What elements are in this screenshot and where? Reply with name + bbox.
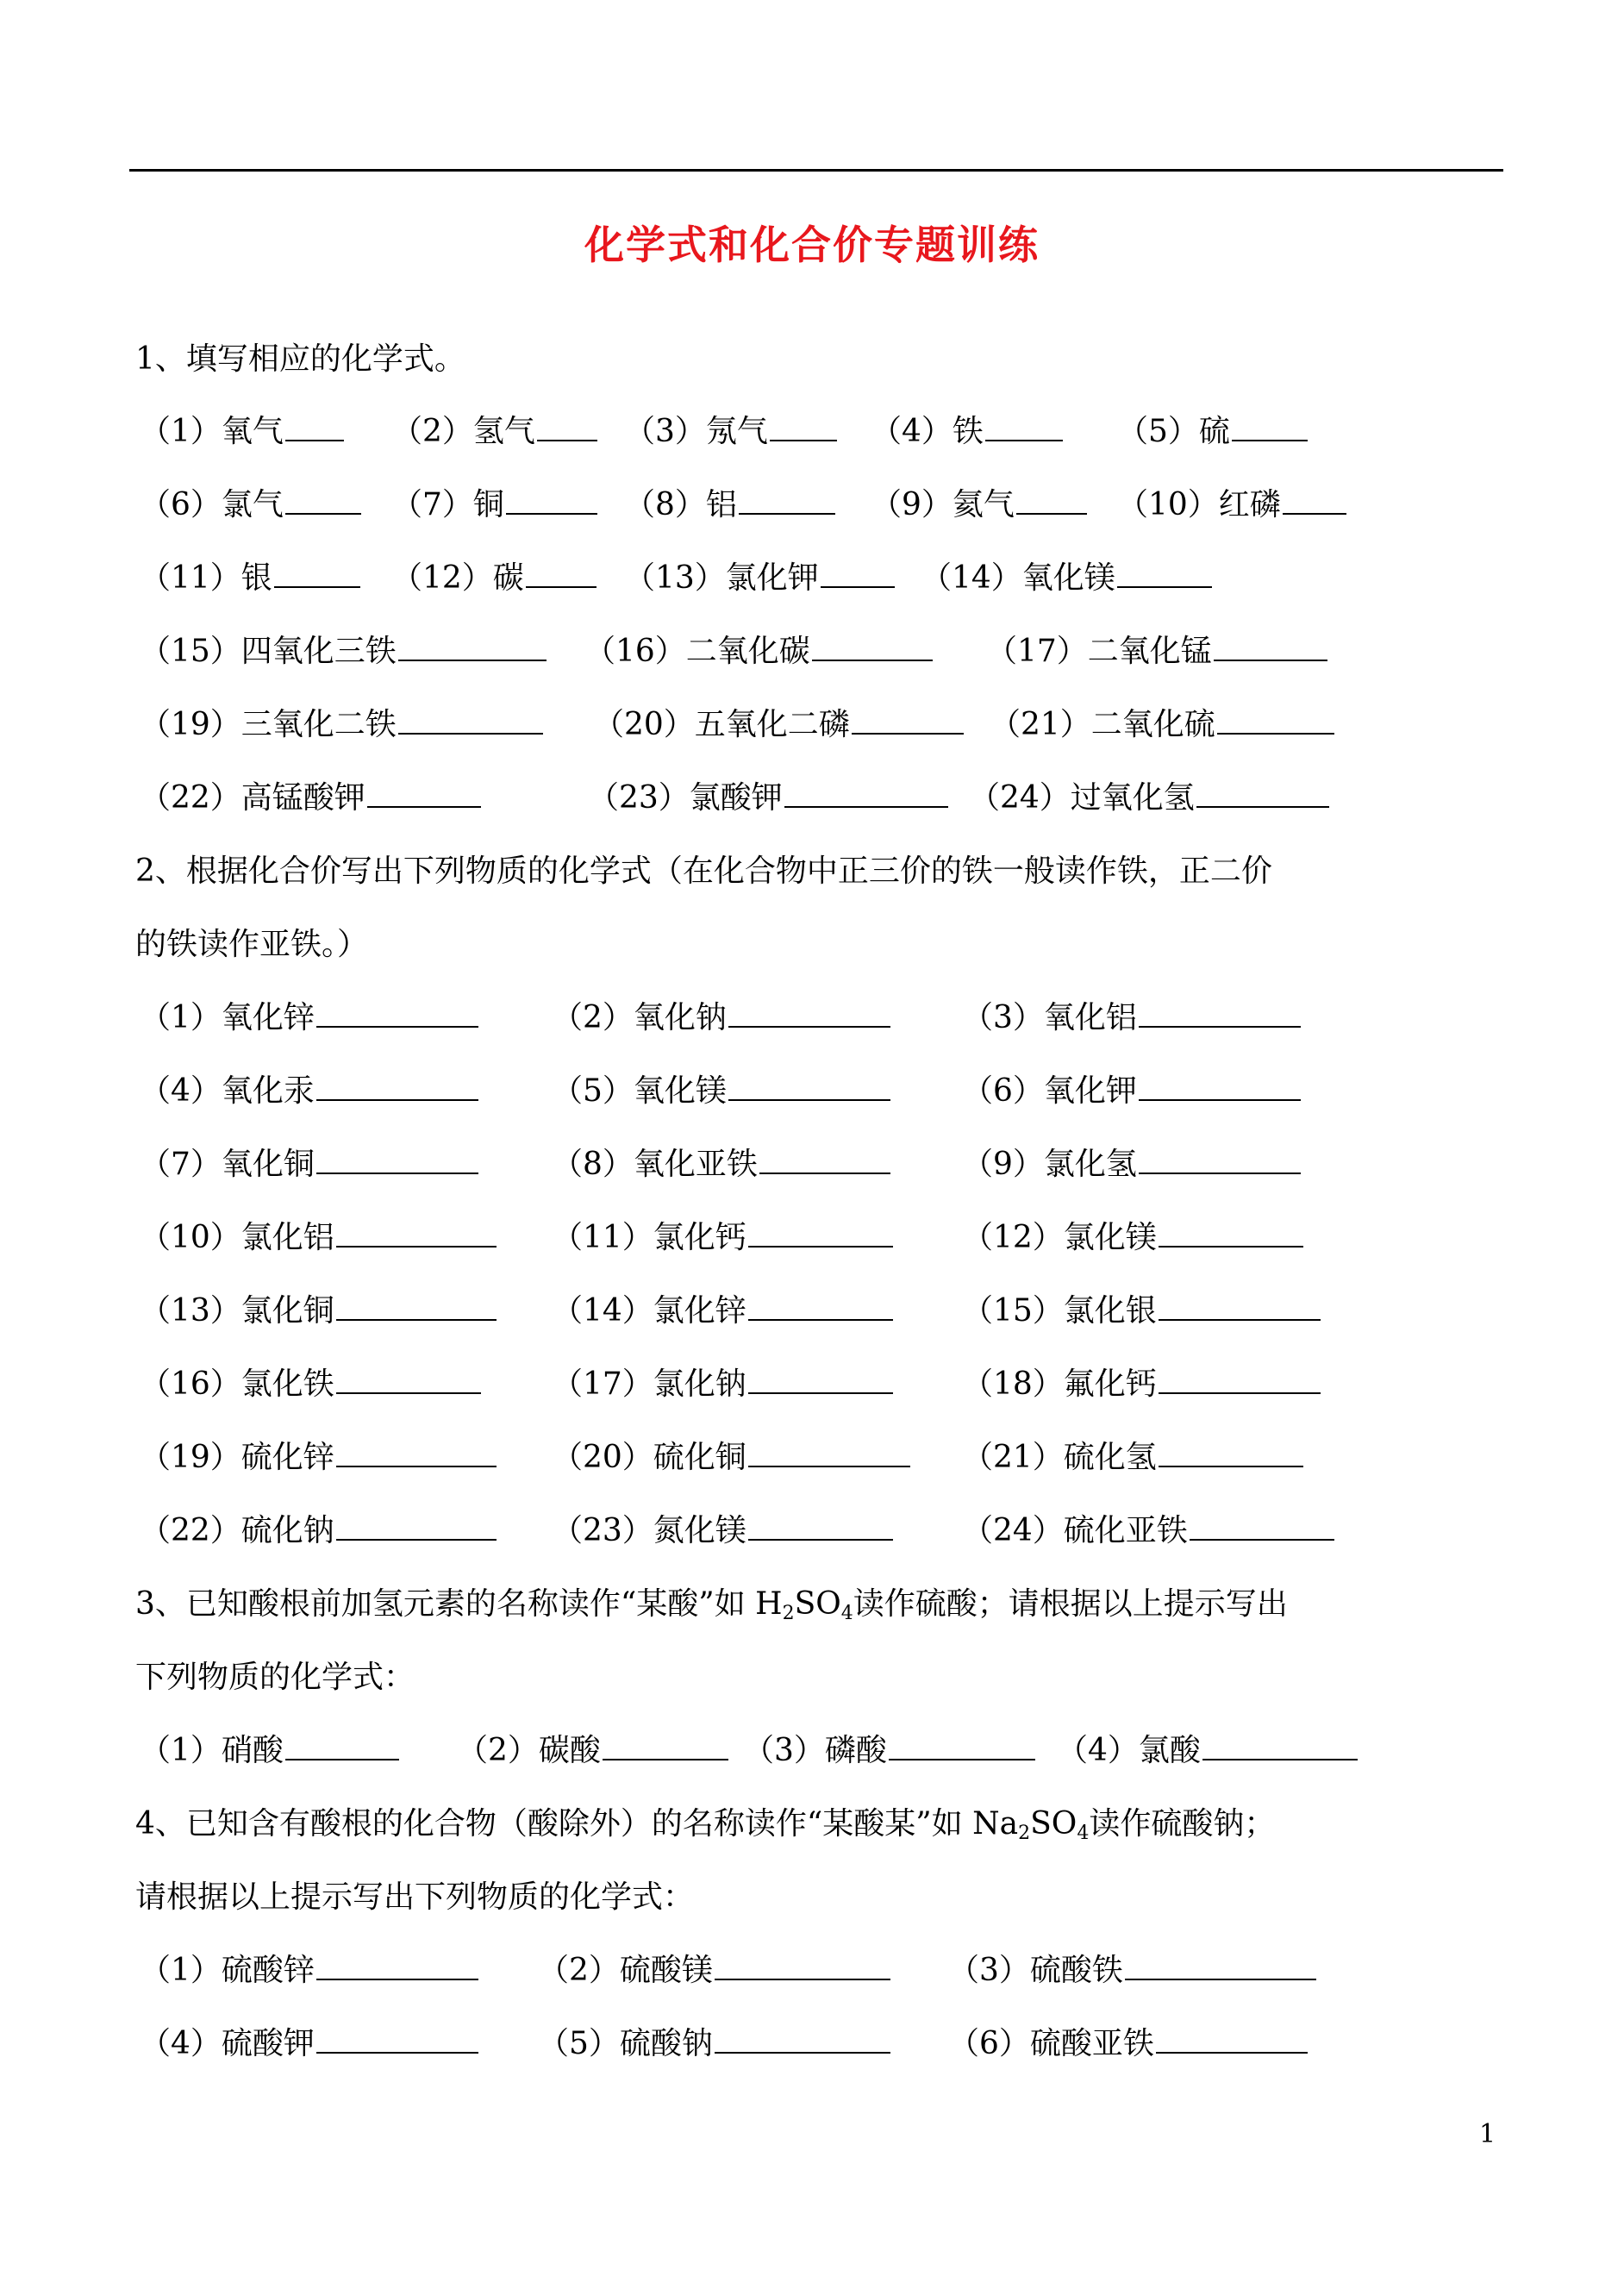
answer-blank[interactable] <box>715 2023 890 2054</box>
q3-item: （3）磷酸 <box>743 1726 1035 1770</box>
q4-item: （1）硫酸锌 <box>140 1946 478 1990</box>
q2-item: （17）氯化钠 <box>552 1360 893 1404</box>
q1-item: （8）铝 <box>624 480 835 524</box>
answer-blank[interactable] <box>398 630 547 661</box>
answer-blank[interactable] <box>336 1290 497 1321</box>
q4-item: （4）硫酸钾 <box>140 2019 478 2063</box>
answer-blank[interactable] <box>1117 557 1212 588</box>
answer-blank[interactable] <box>274 557 360 588</box>
q2-heading-line1: 2、根据化合价写出下列物质的化学式（在化合物中正三价的铁一般读作铁，正二价 <box>135 854 1272 889</box>
answer-blank[interactable] <box>728 997 890 1028</box>
q2-item: （19）硫化锌 <box>140 1433 497 1477</box>
answer-blank[interactable] <box>336 1216 497 1248</box>
answer-blank[interactable] <box>336 1510 497 1541</box>
q2-item: （16）氯化铁 <box>140 1360 481 1404</box>
q3-item: （1）硝酸 <box>140 1726 399 1770</box>
answer-blank[interactable] <box>784 777 948 808</box>
q2-item: （20）硫化铜 <box>552 1433 910 1477</box>
q1-item: （14）氧化镁 <box>921 553 1212 597</box>
answer-blank[interactable] <box>770 410 837 441</box>
answer-blank[interactable] <box>603 1729 728 1760</box>
q4-heading-line1: 4、已知含有酸根的化合物（酸除外）的名称读作“某酸某”如 $Na_2SO_4$读作硫酸钠； <box>135 1806 1276 1844</box>
q1-item: （10）红磷 <box>1117 480 1346 524</box>
answer-blank[interactable] <box>748 1363 893 1394</box>
q1-item: （1）氧气 <box>140 407 344 451</box>
q3-heading-line1: 3、已知酸根前加氢元素的名称读作“某酸”如 $H_2SO_4$读作硫酸；请根据以上提示写出 <box>135 1586 1288 1624</box>
q1-item: （6）氯气 <box>140 480 361 524</box>
q2-item: （15）氯化银 <box>962 1286 1321 1330</box>
q2-item: （5）氧化镁 <box>552 1066 890 1110</box>
q2-item: （13）氯化铜 <box>140 1286 497 1330</box>
answer-blank[interactable] <box>537 410 597 441</box>
q2-item: （23）氮化镁 <box>552 1506 893 1550</box>
q1-item: （9）氦气 <box>871 480 1087 524</box>
answer-blank[interactable] <box>821 557 895 588</box>
answer-blank[interactable] <box>1217 704 1334 735</box>
q1-item: （23）氯酸钾 <box>588 773 948 817</box>
answer-blank[interactable] <box>285 1729 399 1760</box>
answer-blank[interactable] <box>748 1436 910 1467</box>
answer-blank[interactable] <box>1232 410 1308 441</box>
answer-blank[interactable] <box>336 1436 497 1467</box>
answer-blank[interactable] <box>1202 1729 1358 1760</box>
answer-blank[interactable] <box>812 630 933 661</box>
answer-blank[interactable] <box>506 484 597 515</box>
answer-blank[interactable] <box>285 410 344 441</box>
q2-item: （4）氧化汞 <box>140 1066 478 1110</box>
q1-item: （4）铁 <box>871 407 1063 451</box>
q1-item: （5）硫 <box>1117 407 1308 451</box>
q1-item: （17）二氧化锰 <box>986 627 1327 671</box>
answer-blank[interactable] <box>728 1070 890 1101</box>
answer-blank[interactable] <box>316 1143 478 1174</box>
answer-blank[interactable] <box>739 484 835 515</box>
answer-blank[interactable] <box>1016 484 1087 515</box>
q2-item: （24）硫化亚铁 <box>962 1506 1334 1550</box>
q4-item: （6）硫酸亚铁 <box>948 2019 1308 2063</box>
q2-item: （8）氧化亚铁 <box>552 1140 890 1184</box>
q2-item: （9）氯化氢 <box>962 1140 1301 1184</box>
q1-item: （24）过氧化氢 <box>969 773 1329 817</box>
answer-blank[interactable] <box>316 1949 478 1980</box>
answer-blank[interactable] <box>316 2023 478 2054</box>
q2-item: （22）硫化钠 <box>140 1506 497 1550</box>
q1-item: （19）三氧化二铁 <box>140 700 543 744</box>
answer-blank[interactable] <box>1159 1436 1303 1467</box>
answer-blank[interactable] <box>336 1363 481 1394</box>
answer-blank[interactable] <box>367 777 481 808</box>
answer-blank[interactable] <box>748 1290 893 1321</box>
q2-item: （10）氯化铝 <box>140 1213 497 1257</box>
q3-heading-line2: 下列物质的化学式： <box>135 1660 415 1695</box>
answer-blank[interactable] <box>985 410 1063 441</box>
answer-blank[interactable] <box>398 704 543 735</box>
answer-blank[interactable] <box>1159 1290 1321 1321</box>
q1-item: （16）二氧化碳 <box>584 627 933 671</box>
q2-item: （3）氧化铝 <box>962 993 1301 1037</box>
q2-item: （6）氧化钾 <box>962 1066 1301 1110</box>
q1-item: （7）铜 <box>391 480 597 524</box>
q2-item: （12）氯化镁 <box>962 1213 1303 1257</box>
q1-item: （11）银 <box>140 553 360 597</box>
answer-blank[interactable] <box>715 1949 890 1980</box>
header-rule <box>129 169 1503 172</box>
q2-heading-line2: 的铁读作亚铁。） <box>135 927 369 962</box>
q1-item: （2）氢气 <box>391 407 597 451</box>
answer-blank[interactable] <box>1139 997 1301 1028</box>
answer-blank[interactable] <box>526 557 597 588</box>
q2-item: （2）氧化钠 <box>552 993 890 1037</box>
answer-blank[interactable] <box>852 704 964 735</box>
answer-blank[interactable] <box>1139 1070 1301 1101</box>
answer-blank[interactable] <box>748 1510 893 1541</box>
q2-item: （14）氯化锌 <box>552 1286 893 1330</box>
answer-blank[interactable] <box>1125 1949 1316 1980</box>
q1-item: （21）二氧化硫 <box>990 700 1334 744</box>
answer-blank[interactable] <box>1159 1363 1321 1394</box>
answer-blank[interactable] <box>759 1143 890 1174</box>
q1-item: （13）氯化钾 <box>624 553 895 597</box>
q4-item: （5）硫酸钠 <box>538 2019 890 2063</box>
answer-blank[interactable] <box>1159 1216 1303 1248</box>
page-number: 1 <box>1479 2119 1496 2149</box>
q4-heading-line2: 请根据以上提示写出下列物质的化学式： <box>135 1879 695 1915</box>
answer-blank[interactable] <box>316 997 478 1028</box>
q4-item: （2）硫酸镁 <box>538 1946 890 1990</box>
q2-item: （7）氧化铜 <box>140 1140 478 1184</box>
answer-blank[interactable] <box>1214 630 1327 661</box>
q1-item: （3）氖气 <box>624 407 837 451</box>
q2-item: （21）硫化氢 <box>962 1433 1303 1477</box>
answer-blank[interactable] <box>1139 1143 1301 1174</box>
q2-item: （11）氯化钙 <box>552 1213 893 1257</box>
q4-item: （3）硫酸铁 <box>948 1946 1316 1990</box>
answer-blank[interactable] <box>1283 484 1346 515</box>
answer-blank[interactable] <box>1196 777 1329 808</box>
q1-item: （12）碳 <box>391 553 597 597</box>
answer-blank[interactable] <box>285 484 361 515</box>
q2-item: （18）氟化钙 <box>962 1360 1321 1404</box>
q1-heading: 1、填写相应的化学式。 <box>135 341 465 377</box>
answer-blank[interactable] <box>316 1070 478 1101</box>
answer-blank[interactable] <box>1156 2023 1308 2054</box>
answer-blank[interactable] <box>889 1729 1035 1760</box>
q3-item: （4）氯酸 <box>1057 1726 1358 1770</box>
q2-item: （1）氧化锌 <box>140 993 478 1037</box>
answer-blank[interactable] <box>1190 1510 1334 1541</box>
q1-item: （20）五氧化二磷 <box>593 700 964 744</box>
q1-item: （22）高锰酸钾 <box>140 773 481 817</box>
q3-item: （2）碳酸 <box>457 1726 728 1770</box>
q1-item: （15）四氧化三铁 <box>140 627 547 671</box>
page-title: 化学式和化合价专题训练 <box>584 222 1040 268</box>
answer-blank[interactable] <box>748 1216 893 1248</box>
